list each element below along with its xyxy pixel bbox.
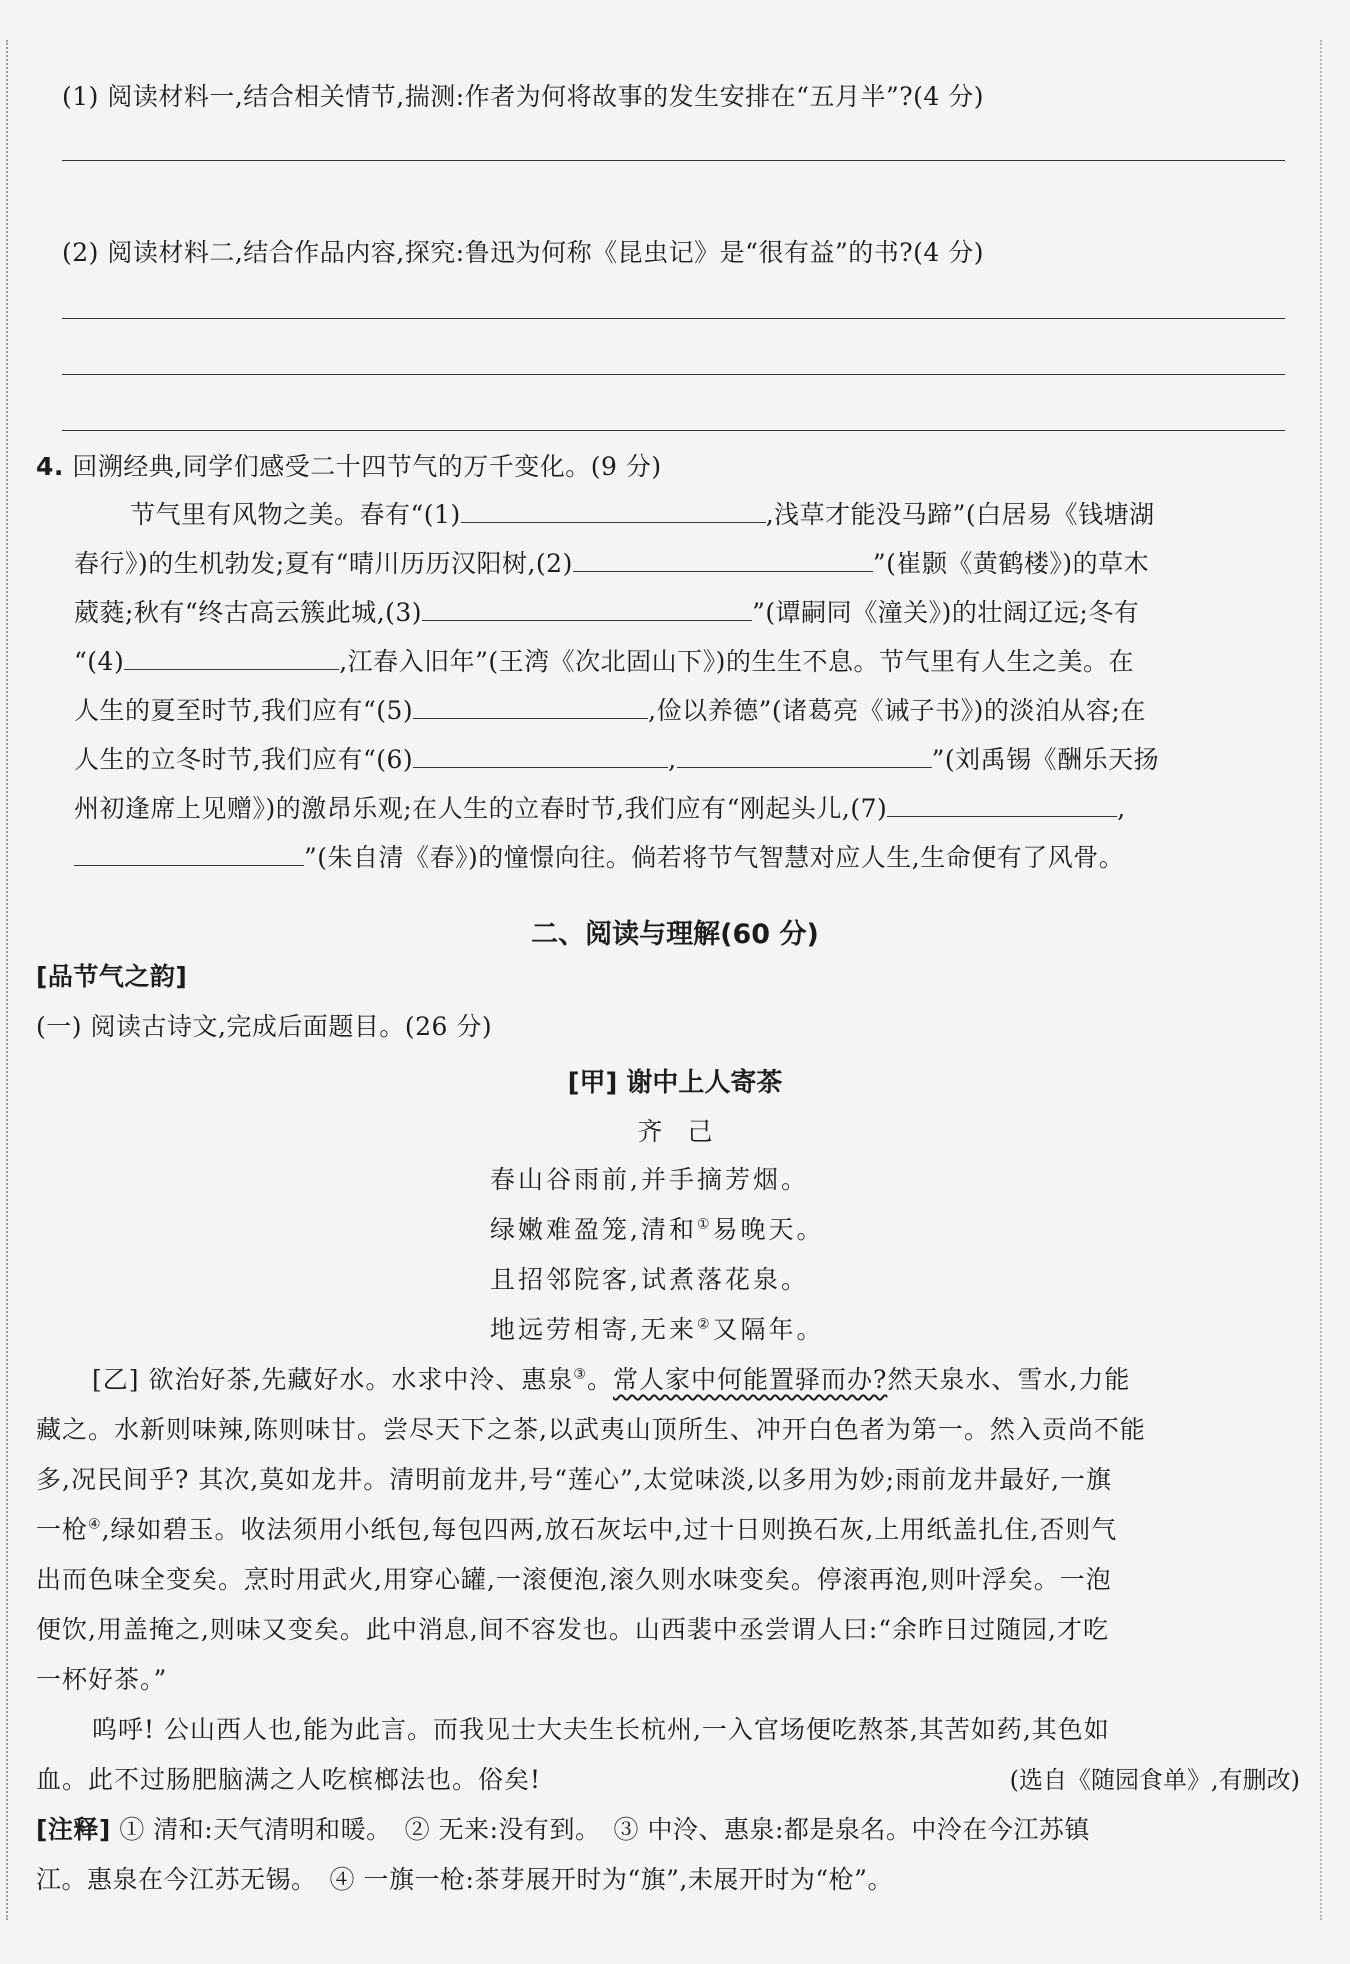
text-segment: ,绿如碧玉。收法须用小纸包,每包四两,放石灰坛中,过十日则换石灰,上用纸盖扎住,否则气: [101, 1515, 1118, 1544]
prose-line-3: 多,况民间乎? 其次,莫如龙井。清明前龙井,号“莲心”,太觉味淡,以多用为妙;雨前龙井最好,一旗: [36, 1465, 1113, 1494]
text-segment: ,江春入旧年”(王湾《次北固山下》)的生生不息。节气里有人生之美。在: [339, 647, 1134, 676]
prose-line-2: 藏之。水新则味辣,陈则味甘。尝尽天下之茶,以武夷山顶所生、冲开白色者为第一。然入贡尚不能: [36, 1415, 1146, 1444]
text-segment: 人生的立冬时节,我们应有“(6): [74, 745, 414, 774]
answer-line[interactable]: [62, 430, 1285, 431]
right-margin: [1320, 40, 1322, 1920]
answer-line[interactable]: [62, 160, 1285, 161]
prose-line-9: 血。此不过肠肥脑满之人吃槟榔法也。俗矣!: [36, 1765, 542, 1794]
q4-line1: [130, 500, 1155, 530]
notes-line-1: [36, 1810, 1300, 1846]
prose-line-5: 出而色味全变矣。烹时用武火,用穿心罐,一滚便泡,滚久则水味变矣。停滚再泡,则叶浮矣。一泡: [36, 1565, 1112, 1594]
q4-stem: [36, 452, 662, 482]
prose-line-4: [36, 1510, 1300, 1546]
poem-author: 齐 己: [637, 1117, 713, 1146]
text-segment: ① 清和:天气清明和暖。 ② 无来:没有到。 ③ 中泠、惠泉:都是泉名。中泠在今江苏镇: [119, 1815, 1090, 1844]
source-citation: (选自《随园食单》,有删改): [1009, 1766, 1300, 1794]
text-segment: 然天泉水、雪水,力能: [887, 1365, 1131, 1394]
prose-line-1: [92, 1360, 1300, 1396]
note-marker: ④: [88, 1516, 102, 1533]
poem-line-2: [490, 1210, 825, 1246]
answer-line[interactable]: [62, 374, 1285, 375]
prose-line-8: 呜呼! 公山西人也,能为此言。而我见士大夫生长杭州,一入官场便吃熬茶,其苦如药,其色如: [92, 1715, 1110, 1744]
note-marker: ②: [696, 1316, 713, 1333]
note-marker: ①: [696, 1216, 713, 1233]
poem-line-4: [490, 1310, 825, 1346]
text-segment: 地远劳相寄,无来: [490, 1315, 697, 1344]
section-title: 二、阅读与理解(60 分): [531, 919, 819, 950]
fill-blank-1[interactable]: [461, 500, 766, 523]
note-marker: ③: [573, 1366, 587, 1383]
text-segment: ,浅草才能没马蹄”(白居易《钱塘湖: [765, 500, 1155, 529]
q4-number: 4.: [36, 452, 64, 481]
text-segment: ,俭以养德”(诸葛亮《诫子书》)的淡泊从容;在: [648, 696, 1146, 725]
poem-title: [甲] 谢中上人寄茶: [567, 1068, 783, 1098]
text-segment: [乙] 欲治好茶,先藏好水。水求中泠、惠泉: [92, 1365, 574, 1394]
text-segment: 一枪: [36, 1515, 89, 1544]
q4-stem-text: 回溯经典,同学们感受二十四节气的万千变化。(9 分): [72, 452, 662, 481]
part-instruction: (一) 阅读古诗文,完成后面题目。(26 分): [36, 1012, 493, 1041]
poem-line-3: 且招邻院客,试煮落花泉。: [490, 1265, 809, 1294]
text-segment: ”(谭嗣同《潼关》)的壮阔辽远;冬有: [752, 598, 1140, 627]
fill-blank-6a[interactable]: [413, 745, 668, 768]
text-segment: 节气里有风物之美。春有“(1): [130, 500, 461, 529]
text-segment: 。: [586, 1365, 613, 1394]
fill-blank-6b[interactable]: [677, 745, 932, 768]
notes-line-2: 江。惠泉在今江苏无锡。 ④ 一旗一枪:茶芽展开时为“旗”,未展开时为“枪”。: [36, 1865, 893, 1894]
answer-line[interactable]: [62, 318, 1285, 319]
q4-line7: [74, 794, 1126, 824]
binding-margin: [6, 40, 8, 1920]
fill-blank-4[interactable]: [124, 647, 339, 670]
q4-line2: [74, 549, 1149, 579]
fill-blank-7b[interactable]: [74, 843, 304, 866]
fill-blank-3[interactable]: [422, 598, 752, 621]
prose-line-7: 一杯好茶。”: [36, 1665, 168, 1694]
text-segment: 人生的夏至时节,我们应有“(5): [74, 696, 414, 725]
text-segment: ”(朱自清《春》)的憧憬向往。倘若将节气智慧对应人生,生命便有了风骨。: [304, 843, 1125, 872]
q4-line4: [74, 647, 1134, 677]
q4-line6: [74, 745, 1159, 775]
notes-label: [注释]: [36, 1815, 111, 1844]
section-tag: [品节气之韵]: [36, 962, 188, 991]
text-segment: “(4): [74, 647, 125, 676]
text-segment: 易晚天。: [712, 1215, 825, 1244]
text-segment: 州初逢席上见赠》)的激昂乐观;在人生的立春时节,我们应有“刚起头儿,(7): [74, 794, 888, 823]
text-segment: 绿嫩难盈笼,清和: [490, 1215, 697, 1244]
text-segment: 葳蕤;秋有“终古高云簇此城,(3): [74, 598, 423, 627]
q4-line5: [74, 696, 1146, 726]
text-segment: ,: [1117, 794, 1126, 823]
fill-blank-7a[interactable]: [887, 794, 1117, 817]
q4-line8: [74, 843, 1124, 873]
fill-blank-2[interactable]: [573, 549, 873, 572]
q4-line3: [74, 598, 1139, 628]
text-segment: ”(刘禹锡《酬乐天扬: [931, 745, 1160, 774]
wavy-underlined-sentence: 常人家中何能置驿而办?: [612, 1365, 888, 1394]
text-segment: 又隔年。: [712, 1315, 825, 1344]
text-segment: ”(崔颢《黄鹤楼》)的草木: [872, 549, 1150, 578]
text-segment: 春行》)的生机勃发;夏有“晴川历历汉阳树,(2): [74, 549, 573, 578]
prose-line-6: 便饮,用盖掩之,则味又变矣。此中消息,间不容发也。山西裴中丞尝谓人曰:“余昨日过随园,才吃: [36, 1615, 1109, 1644]
q3-sub2: (2) 阅读材料二,结合作品内容,探究:鲁迅为何称《昆虫记》是“很有益”的书?(4 分): [62, 238, 985, 267]
q3-sub1: (1) 阅读材料一,结合相关情节,揣测:作者为何将故事的发生安排在“五月半”?(4 分): [62, 82, 985, 111]
poem-line-1: 春山谷雨前,并手摘芳烟。: [490, 1165, 809, 1194]
text-segment: ,: [668, 745, 677, 774]
fill-blank-5[interactable]: [413, 696, 648, 719]
